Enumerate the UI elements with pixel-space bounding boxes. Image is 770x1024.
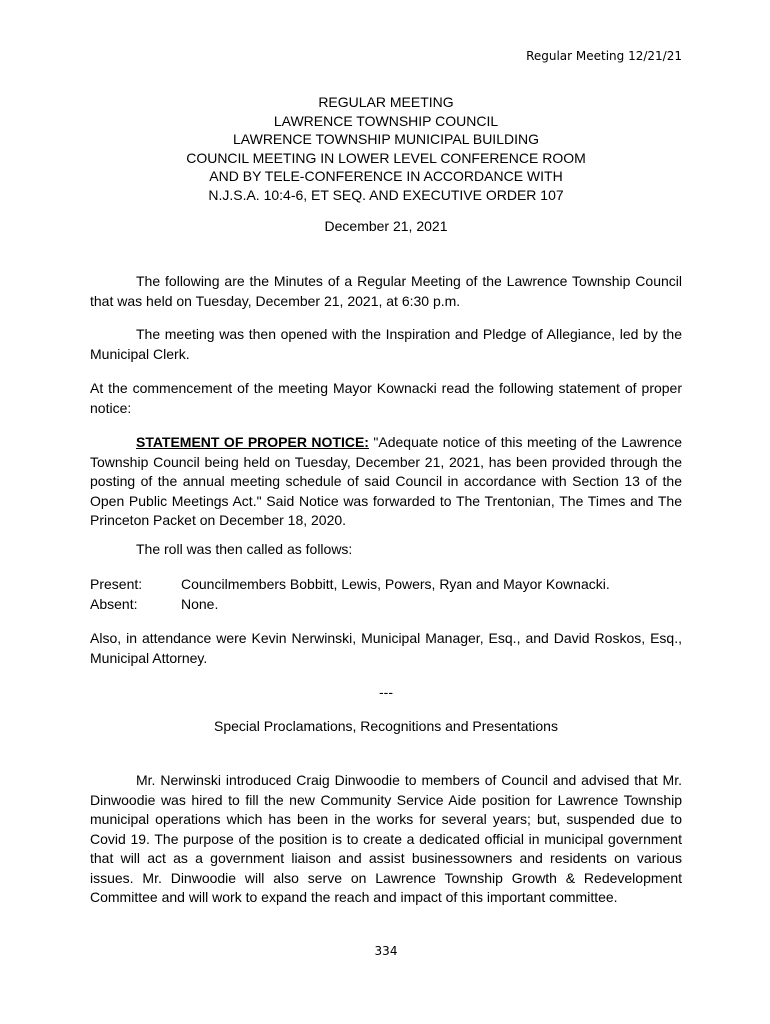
roll-row-absent <box>90 595 610 615</box>
title-line: LAWRENCE TOWNSHIP MUNICIPAL BUILDING <box>233 131 539 148</box>
title-line: LAWRENCE TOWNSHIP COUNCIL <box>273 112 499 129</box>
present-label: Present: <box>90 576 143 592</box>
notice-label: STATEMENT OF PROPER NOTICE: <box>136 434 369 450</box>
notice-text: "Adequate notice of this meeting of the Lawrence Township Council being held on Tuesday, December 21, 2021, has been provided through the posting of the annual meeting schedule of said Council in accordance with Section 13 of the Open Public Meetings Act." Said Notice was forwarded to The Trentonian, The Times and The Princeton Packet on December 18, 2020. <box>90 434 683 528</box>
dinwoodie-paragraph: Mr. Nerwinski introduced Craig Dinwoodie to members of Council and advised that Mr. Dinwoodie was hired to fill the new Community Service Aide position for Lawrence Township municipal operations which has been in the works for several years; but, suspended due to Covid 19. The purpose of the position is to create a dedicated official in municipal government that will act as a government liaison and assist businessowners and residents on various issues. Mr. Dinwoodie will also serve on Lawrence Township Growth & Redevelopment Committee and will work to expand the reach and impact of this important committee. <box>90 772 682 905</box>
attendance-paragraph: Also, in attendance were Kevin Nerwinski, Municipal Manager, Esq., and David Roskos, Esq., Municipal Attorney. <box>90 630 682 666</box>
notice-paragraph <box>90 433 682 531</box>
roll-call <box>90 575 610 614</box>
page-number: 334 <box>374 944 398 958</box>
absent-label: Absent: <box>90 595 138 612</box>
intro-paragraph: The following are the Minutes of a Regular Meeting of the Lawrence Township Council that was held on Tuesday, December 21, 2021, at 6:30 p.m. <box>90 273 682 309</box>
present-value: Councilmembers Bobbitt, Lewis, Powers, Ryan and Mayor Kownacki. <box>181 576 610 592</box>
section-separator: --- <box>379 684 393 700</box>
section-heading: Special Proclamations, Recognitions and Presentations <box>214 718 558 734</box>
title-line: REGULAR MEETING <box>318 94 454 110</box>
running-header: Regular Meeting 12/21/21 <box>526 49 682 63</box>
opening-paragraph: The meeting was then opened with the Inspiration and Pledge of Allegiance, led by the Municipal Clerk. <box>90 326 682 362</box>
title-line: N.J.S.A. 10:4-6, ET SEQ. AND EXECUTIVE ORDER 107 <box>208 186 564 203</box>
roll-row-present <box>90 575 610 595</box>
absent-value: None. <box>181 595 219 612</box>
title-line: COUNCIL MEETING IN LOWER LEVEL CONFERENCE ROOM <box>186 149 586 166</box>
title-block <box>90 93 682 205</box>
title-line: AND BY TELE-CONFERENCE IN ACCORDANCE WITH <box>209 168 563 185</box>
roll-intro-paragraph: The roll was then called as follows: <box>136 541 353 557</box>
meeting-date: December 21, 2021 <box>324 218 448 234</box>
commencement-paragraph: At the commencement of the meeting Mayor Kownacki read the following statement of proper notice: <box>90 380 682 416</box>
